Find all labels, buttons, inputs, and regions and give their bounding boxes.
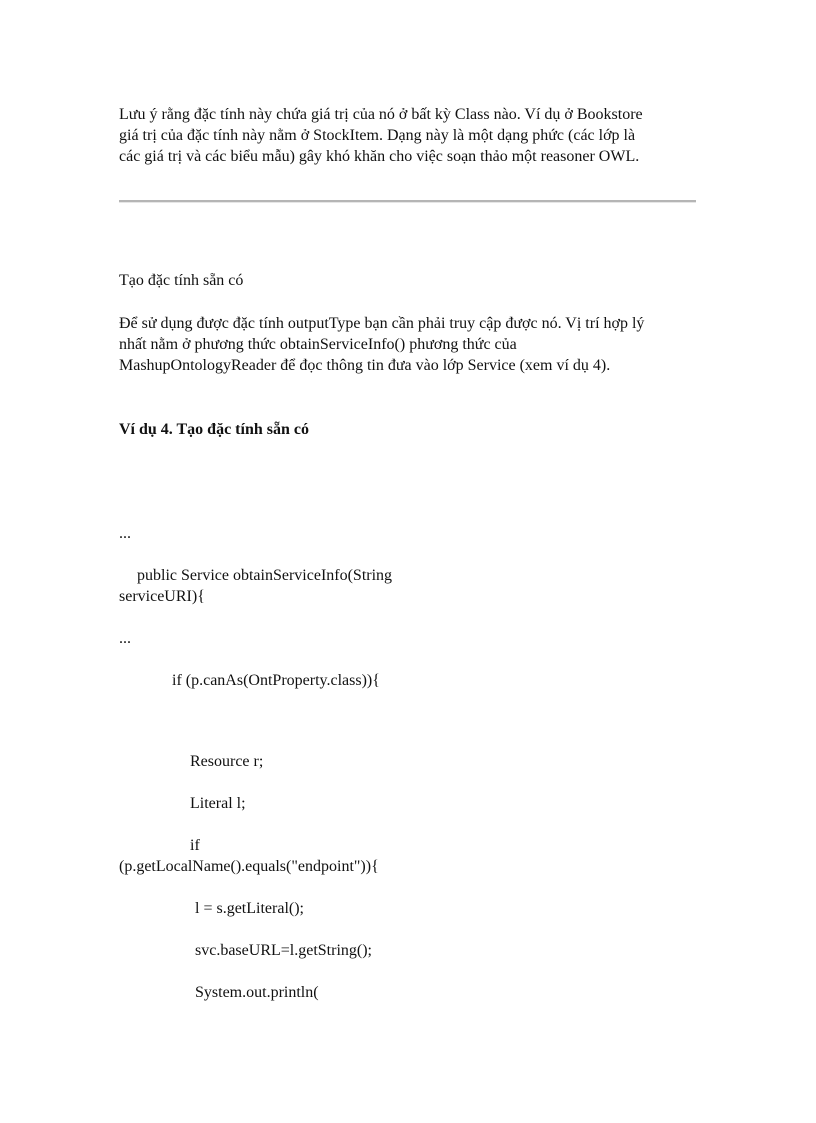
- code-assign-baseurl: svc.baseURL=l.getString();: [195, 942, 372, 959]
- code-method-signature-line-1: public Service obtainServiceInfo(String: [137, 567, 393, 584]
- code-if-condition: (p.getLocalName().equals("endpoint")){: [119, 858, 379, 875]
- section-heading: Tạo đặc tính sẵn có: [119, 272, 244, 289]
- code-assign-literal: l = s.getLiteral();: [195, 900, 304, 917]
- code-println: System.out.println(: [195, 984, 319, 1001]
- section-line-2: nhất nằm ở phương thức obtainServiceInfo() phương thức của: [119, 336, 517, 353]
- code-ellipsis-2: ...: [119, 630, 131, 647]
- code-resource-decl: Resource r;: [190, 753, 264, 770]
- section-line-1: Để sử dụng được đặc tính outputType bạn cần phải truy cập được nó. Vị trí hợp lý: [119, 315, 645, 332]
- code-method-signature-line-2: serviceURI){: [119, 588, 205, 605]
- intro-line-1: Lưu ý rằng đặc tính này chứa giá trị của nó ở bất kỳ Class nào. Ví dụ ở Bookstore: [119, 106, 643, 123]
- example-title: Ví dụ 4. Tạo đặc tính sẵn có: [119, 421, 309, 438]
- code-ellipsis-1: ...: [119, 525, 131, 542]
- intro-line-2: giá trị của đặc tính này nằm ở StockItem. Dạng này là một dạng phức (các lớp là: [119, 127, 636, 144]
- code-if-canas: if (p.canAs(OntProperty.class)){: [172, 672, 380, 689]
- code-if-keyword: if: [190, 837, 200, 854]
- code-literal-decl: Literal l;: [190, 795, 246, 812]
- intro-line-3: các giá trị và các biểu mẫu) gây khó khăn cho việc soạn thảo một reasoner OWL.: [119, 148, 640, 165]
- horizontal-divider: [119, 200, 696, 203]
- section-line-3: MashupOntologyReader để đọc thông tin đưa vào lớp Service (xem ví dụ 4).: [119, 357, 611, 374]
- section-paragraph: [119, 313, 644, 376]
- intro-paragraph: [119, 104, 643, 167]
